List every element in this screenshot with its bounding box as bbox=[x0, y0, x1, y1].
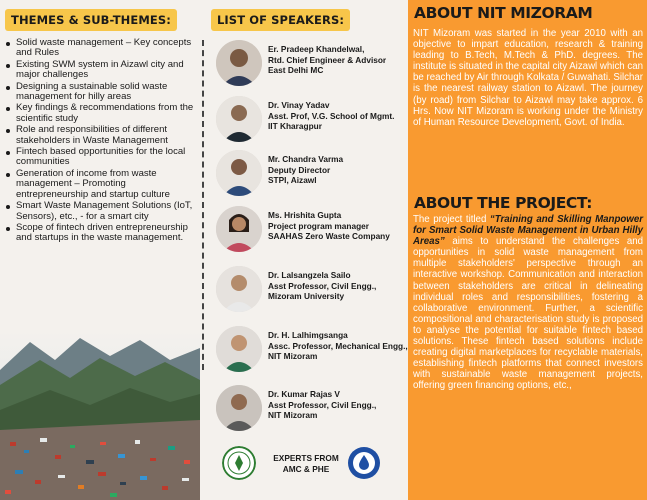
speaker-card bbox=[216, 206, 411, 256]
speaker-photo bbox=[216, 266, 262, 312]
speaker-affiliation: East Delhi MC bbox=[268, 65, 324, 76]
speaker-affiliation: STPI, Aizawl bbox=[268, 175, 317, 186]
speaker-name: Er. Pradeep Khandelwal, bbox=[268, 44, 365, 54]
theme-item: Scope of fintech driven entrepreneurship and startups in the waste management. bbox=[5, 223, 197, 244]
theme-item: Smart Waste Management Solutions (IoT, Sensors), etc., - for a smart city bbox=[5, 201, 197, 222]
speaker-card bbox=[216, 326, 411, 376]
landfill-photo bbox=[0, 330, 200, 500]
speaker-affiliation: Mizoram University bbox=[268, 291, 345, 302]
speaker-photo bbox=[216, 150, 262, 196]
speaker-photo bbox=[216, 206, 262, 252]
theme-item: Key findings & recommendations from the scientific study bbox=[5, 103, 197, 124]
speaker-role: Deputy Director bbox=[268, 164, 331, 175]
speaker-role: Assc. Professor, Mechanical Engg., bbox=[268, 340, 408, 351]
project-body: aims to understand the challenges and opportunities in solid waste management from multiple stakeholders' perspective through an interactive workshop. Communication and interaction between stakeholders are critical in delineating individual roles and responsibilities, fostering a collaborative environment. Further, a scientific compositional and characterisation study is proposed to analyse the potential for suitable fintech based solutions. These fintech based solutions include creating digital marketplaces for recyclable materials, establishing fintech platforms that connect investors with sustainable waste management projects, offering green financing options, etc., bbox=[413, 236, 643, 392]
experts-label: EXPERTS FROM AMC & PHE bbox=[273, 453, 339, 474]
speaker-card bbox=[216, 266, 411, 316]
themes-column bbox=[0, 0, 200, 500]
speaker-name: Dr. Vinay Yadav bbox=[268, 100, 330, 110]
speaker-name: Dr. Kumar Rajas V bbox=[268, 389, 340, 399]
speaker-role: Asst Professor, Civil Engg., bbox=[268, 399, 377, 410]
theme-item: Role and responsibilities of different stakeholders in Waste Management bbox=[5, 125, 197, 146]
about-nit-heading: ABOUT NIT MIZORAM bbox=[414, 4, 593, 22]
project-title: “Training and Skilling Manpower for Smart Solid Waste Management in Urban Hilly Areas” bbox=[413, 214, 643, 248]
speaker-card bbox=[216, 385, 411, 435]
speaker-photo bbox=[216, 385, 262, 431]
speaker-role: Asst Professor, Civil Engg., bbox=[268, 280, 377, 291]
phe-logo bbox=[347, 446, 381, 480]
speaker-card bbox=[216, 96, 411, 146]
themes-heading: THEMES & SUB-THEMES: bbox=[5, 9, 177, 31]
speaker-name: Dr. Lalsangzela Sailo bbox=[268, 270, 351, 280]
speaker-affiliation: NIT Mizoram bbox=[268, 410, 318, 421]
speaker-name: Dr. H. Lalhimgsanga bbox=[268, 330, 348, 340]
speaker-name: Mr. Chandra Varma bbox=[268, 154, 344, 164]
amc-logo bbox=[222, 446, 256, 480]
speakers-column bbox=[205, 0, 408, 500]
about-nit-text: NIT Mizoram was started in the year 2010 with an objective to impart education, research & training leading to B.Tech, M.Tech & PhD. degrees. The institute is situated in the capital city Aizawl which can be reached by Air through Kolkata / Guwahati. Silchar is the nearest railway station to Aizawl. The journey (by road) from Silchar to Aizawl may take approx. 6 Hrs. Now NIT Mizoram is working under the Ministry of Human Resource Development, Govt. of India. bbox=[413, 28, 643, 128]
themes-list bbox=[5, 38, 197, 245]
speaker-card bbox=[216, 150, 411, 200]
speaker-photo bbox=[216, 96, 262, 142]
about-project-heading: ABOUT THE PROJECT: bbox=[414, 194, 592, 212]
speakers-heading: LIST OF SPEAKERS: bbox=[211, 9, 350, 31]
theme-item: Solid waste management – Key concepts and Rules bbox=[5, 38, 197, 59]
speaker-role: Asst. Prof, V.G. School of Mgmt. bbox=[268, 110, 395, 121]
about-project-text bbox=[413, 214, 643, 392]
speaker-role: Project program manager bbox=[268, 220, 369, 231]
column-divider bbox=[202, 40, 204, 370]
speaker-affiliation: IIT Kharagpur bbox=[268, 121, 322, 132]
speaker-photo bbox=[216, 40, 262, 86]
speaker-affiliation: NIT Mizoram bbox=[268, 351, 318, 362]
theme-item: Fintech based opportunities for the local communities bbox=[5, 147, 197, 168]
project-intro: The project titled bbox=[413, 214, 490, 225]
about-column bbox=[408, 0, 647, 500]
theme-item: Designing a sustainable solid waste management for hilly areas bbox=[5, 82, 197, 103]
speaker-affiliation: SAAHAS Zero Waste Company bbox=[268, 231, 390, 242]
theme-item: Existing SWM system in Aizawl city and major challenges bbox=[5, 60, 197, 81]
speaker-photo bbox=[216, 326, 262, 372]
speaker-card bbox=[216, 40, 411, 90]
speaker-name: Ms. Hrishita Gupta bbox=[268, 210, 342, 220]
theme-item: Generation of income from waste management – Promoting entrepreneurship and startup culture bbox=[5, 169, 197, 200]
speaker-role: Rtd. Chief Engineer & Advisor bbox=[268, 54, 387, 65]
